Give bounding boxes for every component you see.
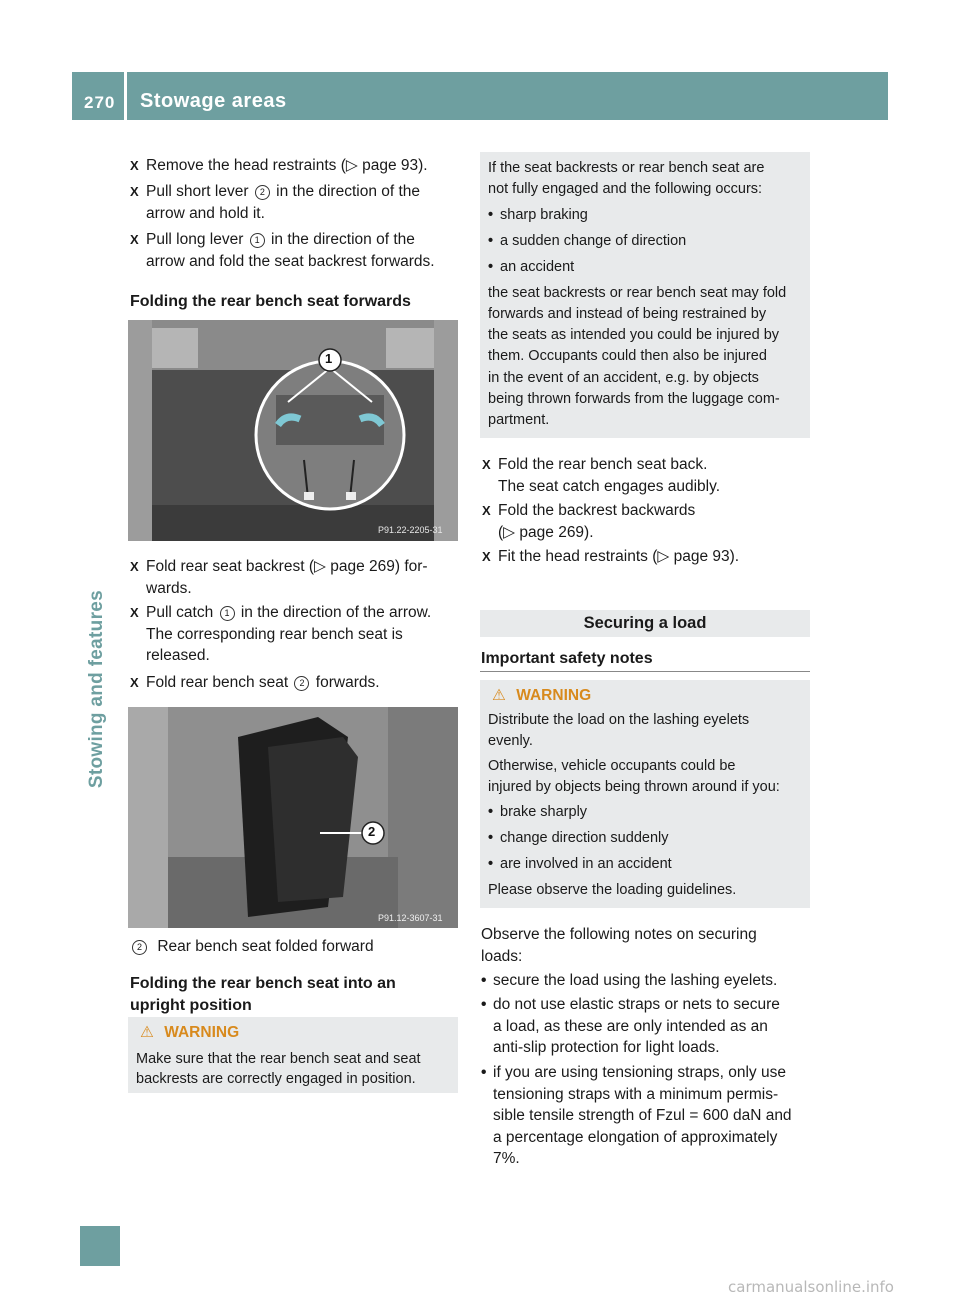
step-arrow-icon: X: [482, 549, 491, 564]
side-tab-marker: [80, 1226, 120, 1266]
page-ref-icon: ▷: [503, 523, 520, 541]
page-ref-link[interactable]: page 93).: [362, 157, 428, 174]
warning-header: ⚠ WARNING: [492, 687, 592, 704]
warning-text: Make sure that the rear bench seat and seat backrests are correctly engaged in position.: [136, 1051, 421, 1087]
list-item: • change direction suddenly: [488, 830, 669, 847]
warning-box-load: [480, 680, 810, 908]
seat-folded-illustration: [128, 707, 458, 928]
seat-forward-illustration: [128, 320, 458, 541]
securing-notes: Observe the following notes on securing loads: • secure the load using the lashing eyelets. • do not use elastic straps or nets to secure a load, as these are only intended as an anti-slip protection for light loads. • if you are using tensioning straps, only use tensioning straps with a minimum permis- sible tensile strength of Fzul = 600 daN and a percentage elongation of approximately 7%.: [481, 924, 816, 1180]
seat-folded-image: [128, 707, 458, 928]
step-arrow-icon: X: [482, 503, 491, 518]
callout-number: 1: [250, 233, 265, 248]
list-item: • if you are using tensioning straps, only use tensioning straps with a minimum permis- sible tensile strength of Fzul = 600 daN and a percentage elongation of approximately 7%.: [481, 1064, 792, 1167]
info-box-bullets: [488, 205, 808, 283]
step-fit-head-restraints: X Fit the head restraints (▷ page 93).: [482, 546, 739, 568]
step-arrow-icon: X: [482, 457, 491, 472]
step-pull-catch: X Pull catch 1 in the direction of the arrow. The corresponding rear bench seat is released.: [130, 604, 432, 664]
step-fold-bench-seat: X Fold rear bench seat 2 forwards.: [130, 672, 380, 694]
section-heading-bar: [480, 610, 810, 637]
page-ref-link[interactable]: page 93).: [673, 548, 740, 565]
step-arrow-icon: X: [130, 158, 139, 173]
step-arrow-icon: X: [130, 605, 139, 620]
page-ref-link[interactable]: page 269).: [519, 523, 594, 541]
info-box-text: If the seat backrests or rear bench seat are not fully engaged and the following occurs: • sharp braking • a sudden change of direction • an accident the seat backrests or rear bench seat may fold forwards and instead of being restrained by the seats as intended you could be injured by them. Occupants could then also be injured in the event of an accident, e.g. by objects being thrown forwards from the luggage com- partment.: [488, 158, 808, 432]
image2-code: P91.12-3607-31: [378, 913, 443, 923]
warning-triangle-icon: ⚠: [492, 687, 506, 704]
securing-notes-list: [481, 970, 816, 1180]
page-number: 270: [84, 93, 116, 112]
watermark: carmanualsonline.info: [728, 1278, 894, 1296]
image1-code: P91.22-2205-31: [378, 525, 443, 535]
warning-header: ⚠ WARNING: [140, 1024, 240, 1041]
page-ref-icon: ▷: [313, 558, 331, 575]
step-arrow-icon: X: [130, 559, 139, 574]
list-item: • an accident: [488, 258, 575, 275]
page-ref-icon: ▷: [657, 548, 674, 565]
subheading-rule: [480, 671, 810, 672]
step-arrow-icon: X: [130, 232, 139, 247]
side-tab-label: Stowing and features: [86, 590, 107, 789]
callout-number: 2: [294, 676, 309, 691]
callout-number: 2: [132, 940, 147, 955]
heading-folding-upright: Folding the rear bench seat into an upright position: [130, 975, 396, 1014]
step-fold-backrest-backwards: X Fold the backrest backwards (▷ page 269).: [482, 502, 696, 541]
step-fold-seat-back: X Fold the rear bench seat back. The seat catch engages audibly.: [482, 456, 721, 495]
step-pull-short-lever: X Pull short lever 2 in the direction of the arrow and hold it.: [130, 183, 421, 222]
warning-bullets: [488, 802, 808, 880]
list-item: • a sudden change of direction: [488, 232, 687, 249]
step-fold-backrest: X Fold rear seat backrest (▷ page 269) for- wards.: [130, 558, 428, 597]
list-item: • are involved in an accident: [488, 856, 672, 873]
step-arrow-icon: X: [130, 675, 139, 690]
image2-caption: 2 Rear bench seat folded forward: [130, 936, 374, 958]
callout-number: 2: [255, 185, 270, 200]
seat-forward-image: [128, 320, 458, 541]
info-box-not-engaged: [480, 152, 810, 438]
list-item: • brake sharply: [488, 804, 588, 821]
list-item: • sharp braking: [488, 206, 588, 223]
page-ref-link[interactable]: page 269) for-: [330, 558, 428, 575]
callout-number: 1: [220, 606, 235, 621]
image1-callout: 1: [325, 351, 333, 366]
step-remove-head-restraints: X Remove the head restraints (▷ page 93).: [130, 155, 428, 177]
list-item: • do not use elastic straps or nets to secure a load, as these are only intended as an anti-slip protection for light loads.: [481, 996, 780, 1056]
page-ref-icon: ▷: [345, 157, 363, 174]
subheading-safety-notes: Important safety notes: [481, 650, 653, 667]
warning-triangle-icon: ⚠: [140, 1024, 154, 1041]
section-heading: Securing a load: [583, 614, 707, 632]
step-arrow-icon: X: [130, 184, 139, 199]
heading-folding-forwards: Folding the rear bench seat forwards: [130, 293, 411, 310]
warning-box-seat: [128, 1017, 458, 1093]
warning-text: Distribute the load on the lashing eyelets evenly. Otherwise, vehicle occupants could be injured by objects being thrown around if you: • brake sharply • change direction suddenly • are involved in an accident Please observe the loading guidelines.: [488, 710, 808, 901]
list-item: • secure the load using the lashing eyelets.: [481, 972, 778, 989]
image2-callout: 2: [368, 824, 376, 839]
header-divider: [124, 72, 127, 120]
section-title: Stowage areas: [140, 90, 287, 112]
step-pull-long-lever: X Pull long lever 1 in the direction of the arrow and fold the seat backrest forwards.: [130, 231, 435, 270]
